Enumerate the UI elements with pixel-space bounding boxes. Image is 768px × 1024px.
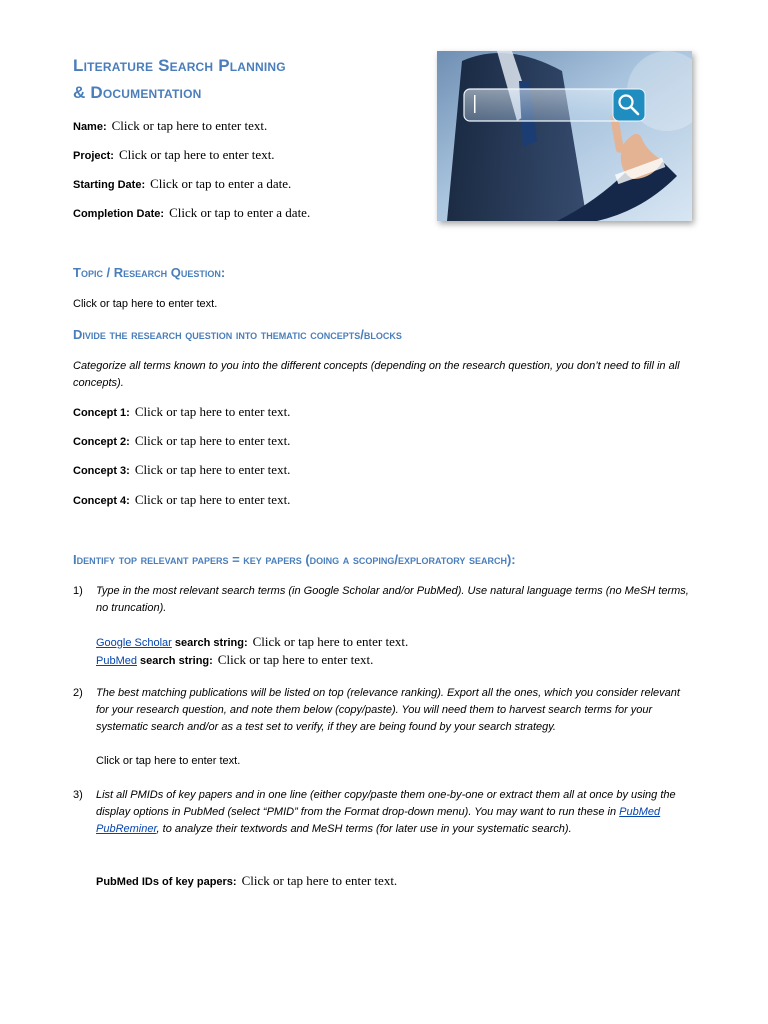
title-line-2: & Documentation	[73, 83, 202, 102]
pubmed-ids-label: PubMed IDs of key papers:	[96, 876, 237, 888]
google-scholar-field	[96, 633, 408, 652]
concept-2-input[interactable]: Click or tap here to enter text.	[134, 433, 291, 448]
concept-2-field	[73, 433, 290, 449]
starting-date-label: Starting Date:	[73, 179, 146, 191]
concept-1-label: Concept 1:	[73, 407, 130, 419]
project-input[interactable]: Click or tap here to enter text.	[118, 147, 275, 162]
topic-input[interactable]: Click or tap here to enter text.	[73, 298, 218, 310]
concept-3-label: Concept 3:	[73, 465, 130, 477]
completion-date-field	[73, 205, 310, 221]
step-2-input[interactable]: Click or tap here to enter text.	[96, 755, 241, 767]
name-label: Name:	[73, 121, 107, 133]
search-touch-illustration	[437, 51, 692, 221]
concept-3-field	[73, 462, 290, 478]
pubmed-ids-input[interactable]: Click or tap here to enter text.	[241, 873, 398, 888]
pubmed-search-string-label: search string:	[140, 655, 213, 667]
step-2-text: The best matching publications will be listed on top (relevance ranking). Export all the ones, which you consider relevant for your research question, and note them below (copy/paste). You will need them to harvest search terms for your systematic search and/or as a test set to verify, if they are being found by your search strategy.	[96, 687, 680, 733]
step-3-text	[96, 787, 680, 838]
identify-heading: Identify top relevant papers = key papers (doing a scoping/exploratory search):	[73, 552, 516, 567]
step-3-text-before: List all PMIDs of key papers and in one line (either copy/paste them one-by-one or extract them all at once by using the display options in PubMed (select “PMID” from the Format drop-down menu). You may want to run these in	[96, 789, 676, 818]
concept-2-label: Concept 2:	[73, 436, 130, 448]
divide-heading: Divide the research question into thematic concepts/blocks	[73, 327, 402, 342]
concept-4-field	[73, 492, 290, 508]
google-scholar-link[interactable]: Google Scholar	[96, 637, 172, 649]
step-3-number: 3)	[73, 789, 83, 801]
google-search-string-input[interactable]: Click or tap here to enter text.	[252, 634, 409, 649]
concept-1-input[interactable]: Click or tap here to enter text.	[134, 404, 291, 419]
topic-heading: Topic / Research Question:	[73, 265, 226, 280]
step-1-text: Type in the most relevant search terms (in Google Scholar and/or PubMed). Use natural language terms (no MeSH terms, no truncation).	[96, 585, 689, 614]
name-input[interactable]: Click or tap here to enter text.	[111, 118, 268, 133]
step-1-number: 1)	[73, 585, 83, 597]
hero-image	[437, 51, 692, 221]
page-title	[73, 52, 286, 106]
google-search-string-label: search string:	[174, 637, 248, 649]
title-line-1: Literature Search Planning	[73, 56, 286, 75]
pubmed-field	[96, 651, 373, 670]
pubmed-ids-field	[96, 872, 397, 891]
search-icon	[613, 89, 645, 121]
project-label: Project:	[73, 150, 114, 162]
concept-4-input[interactable]: Click or tap here to enter text.	[134, 492, 291, 507]
name-field	[73, 118, 267, 134]
completion-date-label: Completion Date:	[73, 208, 165, 220]
pubmed-search-string-input[interactable]: Click or tap here to enter text.	[217, 652, 374, 667]
step-3-text-after: , to analyze their textwords and MeSH terms (for later use in your systematic search).	[156, 823, 572, 835]
pubmed-link[interactable]: PubMed	[96, 655, 137, 667]
pubmed-pubreminer-link[interactable]: PubMed PubReminer	[96, 806, 661, 835]
starting-date-picker[interactable]: Click or tap to enter a date.	[150, 176, 292, 191]
project-field	[73, 147, 275, 163]
step-2-number: 2)	[73, 687, 83, 699]
starting-date-field	[73, 176, 291, 192]
concept-4-label: Concept 4:	[73, 495, 130, 507]
concept-3-input[interactable]: Click or tap here to enter text.	[134, 462, 291, 477]
completion-date-picker[interactable]: Click or tap to enter a date.	[169, 205, 311, 220]
concept-1-field	[73, 404, 290, 420]
divide-instruction: Categorize all terms known to you into the different concepts (depending on the research question, you don’t need to fill in all concepts).	[73, 360, 680, 389]
